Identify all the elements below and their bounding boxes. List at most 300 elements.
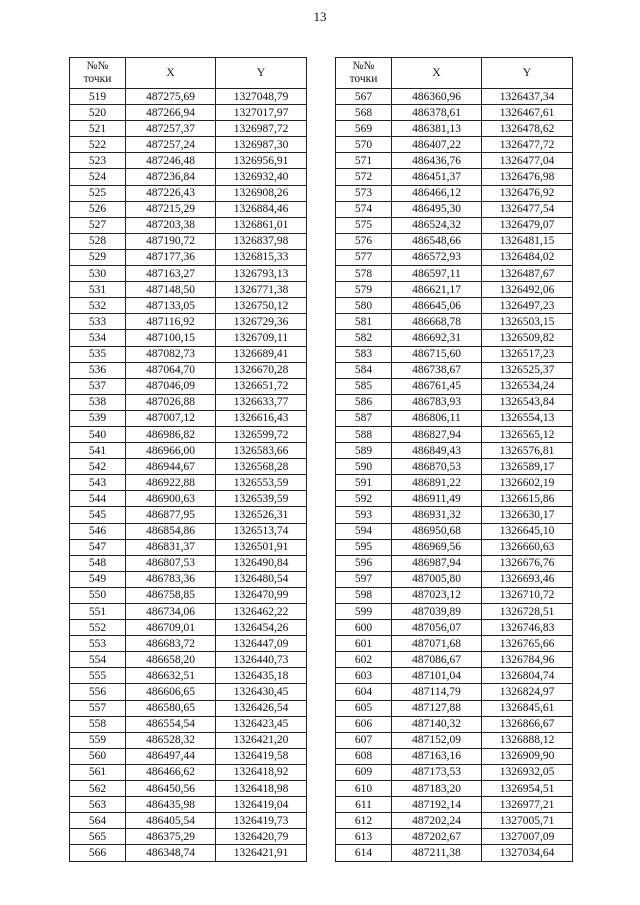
point-number-cell: 607	[336, 732, 392, 748]
point-number-cell: 610	[336, 781, 392, 797]
table-row	[336, 523, 573, 539]
x-coordinate-cell: 487192,14	[392, 797, 482, 813]
y-coordinate-cell: 1326437,34	[482, 89, 573, 105]
y-coordinate-cell: 1326462,22	[216, 604, 307, 620]
y-coordinate-cell: 1326956,91	[216, 153, 307, 169]
point-number-cell: 547	[70, 539, 126, 555]
y-coordinate-cell: 1326481,15	[482, 233, 573, 249]
y-coordinate-cell: 1326765,66	[482, 636, 573, 652]
table-row	[70, 330, 307, 346]
point-number-cell: 612	[336, 813, 392, 829]
table-row	[70, 426, 307, 442]
point-number-cell: 564	[70, 813, 126, 829]
x-coordinate-cell: 487152,09	[392, 732, 482, 748]
point-number-cell: 611	[336, 797, 392, 813]
y-coordinate-cell: 1326977,21	[482, 797, 573, 813]
x-coordinate-cell: 486495,30	[392, 201, 482, 217]
y-coordinate-cell: 1326750,12	[216, 298, 307, 314]
point-number-cell: 546	[70, 523, 126, 539]
point-number-cell: 576	[336, 233, 392, 249]
table-row	[336, 201, 573, 217]
y-coordinate-cell: 1326419,73	[216, 813, 307, 829]
x-coordinate-cell: 487215,29	[126, 201, 216, 217]
header-no-symbol: №№	[352, 60, 375, 72]
table-row	[70, 555, 307, 571]
point-number-cell: 601	[336, 636, 392, 652]
table-row	[336, 813, 573, 829]
point-number-cell: 568	[336, 105, 392, 121]
x-coordinate-cell: 486944,67	[126, 459, 216, 475]
x-coordinate-cell: 487202,24	[392, 813, 482, 829]
point-number-cell: 543	[70, 475, 126, 491]
table-row	[70, 362, 307, 378]
y-coordinate-cell: 1326476,98	[482, 169, 573, 185]
x-coordinate-cell: 486645,06	[392, 298, 482, 314]
x-coordinate-cell: 486870,53	[392, 459, 482, 475]
x-coordinate-cell: 486783,93	[392, 394, 482, 410]
x-coordinate-cell: 486950,68	[392, 523, 482, 539]
y-coordinate-cell: 1326824,97	[482, 684, 573, 700]
point-number-cell: 608	[336, 748, 392, 764]
table-row	[70, 201, 307, 217]
x-coordinate-cell: 487173,53	[392, 764, 482, 780]
y-coordinate-cell: 1326746,83	[482, 620, 573, 636]
y-coordinate-cell: 1326539,59	[216, 491, 307, 507]
y-coordinate-cell: 1326784,96	[482, 652, 573, 668]
point-number-cell: 609	[336, 764, 392, 780]
x-coordinate-cell: 487101,04	[392, 668, 482, 684]
y-coordinate-cell: 1326513,74	[216, 523, 307, 539]
point-number-cell: 550	[70, 587, 126, 603]
y-coordinate-cell: 1326426,54	[216, 700, 307, 716]
table-row	[336, 459, 573, 475]
y-coordinate-cell: 1326932,40	[216, 169, 307, 185]
point-number-cell: 533	[70, 314, 126, 330]
point-number-cell: 557	[70, 700, 126, 716]
table-row	[336, 298, 573, 314]
x-coordinate-cell: 486668,78	[392, 314, 482, 330]
point-number-cell: 535	[70, 346, 126, 362]
table-row	[70, 346, 307, 362]
table-row	[336, 716, 573, 732]
table-row	[336, 781, 573, 797]
point-number-cell: 567	[336, 89, 392, 105]
point-number-cell: 579	[336, 282, 392, 298]
point-number-cell: 574	[336, 201, 392, 217]
table-row	[336, 121, 573, 137]
y-coordinate-cell: 1326490,84	[216, 555, 307, 571]
x-coordinate-cell: 486734,06	[126, 604, 216, 620]
table-body-right	[336, 89, 573, 862]
table-row	[70, 491, 307, 507]
point-number-cell: 545	[70, 507, 126, 523]
x-coordinate-cell: 487114,79	[392, 684, 482, 700]
x-coordinate-cell: 487177,36	[126, 249, 216, 265]
x-coordinate-cell: 486466,62	[126, 764, 216, 780]
point-number-cell: 589	[336, 443, 392, 459]
table-row	[70, 153, 307, 169]
x-coordinate-cell: 487236,84	[126, 169, 216, 185]
table-row	[70, 571, 307, 587]
x-coordinate-cell: 487140,32	[392, 716, 482, 732]
x-coordinate-cell: 486900,63	[126, 491, 216, 507]
x-coordinate-cell: 486891,22	[392, 475, 482, 491]
point-number-cell: 548	[70, 555, 126, 571]
point-number-cell: 561	[70, 764, 126, 780]
table-row	[336, 89, 573, 105]
point-number-cell: 529	[70, 249, 126, 265]
table-row	[336, 282, 573, 298]
point-number-cell: 537	[70, 378, 126, 394]
y-coordinate-cell: 1326987,30	[216, 137, 307, 153]
x-coordinate-cell: 486715,60	[392, 346, 482, 362]
y-coordinate-cell: 1326497,23	[482, 298, 573, 314]
table-row	[336, 314, 573, 330]
y-coordinate-cell: 1326793,13	[216, 266, 307, 282]
table-row	[70, 652, 307, 668]
point-number-cell: 565	[70, 829, 126, 845]
y-coordinate-cell: 1326467,61	[482, 105, 573, 121]
table-row	[336, 732, 573, 748]
table-row	[70, 233, 307, 249]
x-coordinate-cell: 487086,67	[392, 652, 482, 668]
y-coordinate-cell: 1326909,90	[482, 748, 573, 764]
table-row	[70, 298, 307, 314]
point-number-cell: 523	[70, 153, 126, 169]
point-number-cell: 583	[336, 346, 392, 362]
point-number-cell: 573	[336, 185, 392, 201]
x-coordinate-cell: 487202,67	[392, 829, 482, 845]
table-row	[336, 475, 573, 491]
y-coordinate-cell: 1326447,09	[216, 636, 307, 652]
y-coordinate-cell: 1326709,11	[216, 330, 307, 346]
y-coordinate-cell: 1327005,71	[482, 813, 573, 829]
table-row	[70, 266, 307, 282]
x-coordinate-cell: 486497,44	[126, 748, 216, 764]
point-number-cell: 600	[336, 620, 392, 636]
x-coordinate-cell: 487266,94	[126, 105, 216, 121]
table-row	[336, 668, 573, 684]
table-row	[70, 217, 307, 233]
x-coordinate-cell: 486407,22	[392, 137, 482, 153]
table-row	[70, 684, 307, 700]
point-number-cell: 591	[336, 475, 392, 491]
point-number-cell: 540	[70, 426, 126, 442]
point-number-cell: 558	[70, 716, 126, 732]
point-number-cell: 521	[70, 121, 126, 137]
y-coordinate-cell: 1326421,91	[216, 845, 307, 861]
y-coordinate-cell: 1326423,45	[216, 716, 307, 732]
y-coordinate-cell: 1326418,98	[216, 781, 307, 797]
y-coordinate-cell: 1326888,12	[482, 732, 573, 748]
table-row	[336, 394, 573, 410]
table-row	[70, 797, 307, 813]
table-row	[336, 748, 573, 764]
x-coordinate-cell: 486849,43	[392, 443, 482, 459]
y-coordinate-cell: 1326509,82	[482, 330, 573, 346]
x-coordinate-cell: 486986,82	[126, 426, 216, 442]
point-number-cell: 582	[336, 330, 392, 346]
point-number-cell: 566	[70, 845, 126, 861]
x-coordinate-cell: 486436,76	[392, 153, 482, 169]
y-coordinate-cell: 1326454,26	[216, 620, 307, 636]
x-coordinate-cell: 487064,70	[126, 362, 216, 378]
table-row	[336, 845, 573, 861]
point-number-cell: 577	[336, 249, 392, 265]
point-number-cell: 571	[336, 153, 392, 169]
point-number-cell: 520	[70, 105, 126, 121]
table-row	[70, 636, 307, 652]
x-coordinate-cell: 486831,37	[126, 539, 216, 555]
y-coordinate-cell: 1326837,98	[216, 233, 307, 249]
y-coordinate-cell: 1326480,54	[216, 571, 307, 587]
y-coordinate-cell: 1326543,84	[482, 394, 573, 410]
table-row	[70, 475, 307, 491]
point-number-cell: 599	[336, 604, 392, 620]
table-row	[336, 571, 573, 587]
y-coordinate-cell: 1326645,10	[482, 523, 573, 539]
point-number-cell: 528	[70, 233, 126, 249]
x-coordinate-cell: 486827,94	[392, 426, 482, 442]
point-number-cell: 586	[336, 394, 392, 410]
x-coordinate-cell: 487127,88	[392, 700, 482, 716]
x-coordinate-cell: 486807,53	[126, 555, 216, 571]
table-header-row	[70, 58, 307, 89]
x-coordinate-cell: 486375,29	[126, 829, 216, 845]
point-number-cell: 559	[70, 732, 126, 748]
x-coordinate-cell: 487133,05	[126, 298, 216, 314]
table-row	[336, 587, 573, 603]
table-row	[336, 620, 573, 636]
table-row	[336, 636, 573, 652]
y-coordinate-cell: 1326553,59	[216, 475, 307, 491]
table-row	[70, 716, 307, 732]
header-no-label: точки	[349, 73, 378, 85]
x-coordinate-cell: 486528,32	[126, 732, 216, 748]
x-coordinate-cell: 487007,12	[126, 410, 216, 426]
point-number-cell: 522	[70, 137, 126, 153]
y-coordinate-cell: 1326478,62	[482, 121, 573, 137]
y-coordinate-cell: 1327048,79	[216, 89, 307, 105]
x-coordinate-cell: 486632,51	[126, 668, 216, 684]
point-number-cell: 588	[336, 426, 392, 442]
header-x: X	[126, 58, 216, 89]
point-number-cell: 542	[70, 459, 126, 475]
table-row	[70, 249, 307, 265]
y-coordinate-cell: 1326630,17	[482, 507, 573, 523]
y-coordinate-cell: 1326477,54	[482, 201, 573, 217]
point-number-cell: 553	[70, 636, 126, 652]
x-coordinate-cell: 486692,31	[392, 330, 482, 346]
x-coordinate-cell: 487163,16	[392, 748, 482, 764]
x-coordinate-cell: 487275,69	[126, 89, 216, 105]
point-number-cell: 524	[70, 169, 126, 185]
x-coordinate-cell: 486806,11	[392, 410, 482, 426]
point-number-cell: 538	[70, 394, 126, 410]
table-header-row	[336, 58, 573, 89]
point-number-cell: 597	[336, 571, 392, 587]
point-number-cell: 602	[336, 652, 392, 668]
point-number-cell: 606	[336, 716, 392, 732]
y-coordinate-cell: 1326845,61	[482, 700, 573, 716]
table-row	[70, 604, 307, 620]
table-row	[70, 185, 307, 201]
x-coordinate-cell: 487190,72	[126, 233, 216, 249]
y-coordinate-cell: 1326421,20	[216, 732, 307, 748]
y-coordinate-cell: 1326430,45	[216, 684, 307, 700]
table-row	[336, 233, 573, 249]
table-row	[336, 491, 573, 507]
x-coordinate-cell: 487211,38	[392, 845, 482, 861]
point-number-cell: 598	[336, 587, 392, 603]
point-number-cell: 614	[336, 845, 392, 861]
x-coordinate-cell: 487100,15	[126, 330, 216, 346]
y-coordinate-cell: 1326633,77	[216, 394, 307, 410]
y-coordinate-cell: 1326484,02	[482, 249, 573, 265]
x-coordinate-cell: 486450,56	[126, 781, 216, 797]
y-coordinate-cell: 1326517,23	[482, 346, 573, 362]
table-row	[70, 845, 307, 861]
header-point-number	[336, 58, 392, 89]
x-coordinate-cell: 486738,67	[392, 362, 482, 378]
table-row	[70, 169, 307, 185]
y-coordinate-cell: 1326470,99	[216, 587, 307, 603]
y-coordinate-cell: 1326435,18	[216, 668, 307, 684]
y-coordinate-cell: 1326476,92	[482, 185, 573, 201]
x-coordinate-cell: 486348,74	[126, 845, 216, 861]
table-row	[336, 507, 573, 523]
table-row	[336, 829, 573, 845]
x-coordinate-cell: 486554,54	[126, 716, 216, 732]
point-number-cell: 575	[336, 217, 392, 233]
point-number-cell: 590	[336, 459, 392, 475]
point-number-cell: 587	[336, 410, 392, 426]
table-row	[336, 555, 573, 571]
y-coordinate-cell: 1326908,26	[216, 185, 307, 201]
x-coordinate-cell: 487046,09	[126, 378, 216, 394]
table-row	[336, 266, 573, 282]
y-coordinate-cell: 1326616,43	[216, 410, 307, 426]
table-row	[70, 314, 307, 330]
y-coordinate-cell: 1326501,91	[216, 539, 307, 555]
x-coordinate-cell: 486922,88	[126, 475, 216, 491]
y-coordinate-cell: 1326599,72	[216, 426, 307, 442]
table-row	[70, 282, 307, 298]
y-coordinate-cell: 1326987,72	[216, 121, 307, 137]
x-coordinate-cell: 487163,27	[126, 266, 216, 282]
point-number-cell: 555	[70, 668, 126, 684]
table-row	[70, 700, 307, 716]
table-row	[70, 121, 307, 137]
x-coordinate-cell: 486987,94	[392, 555, 482, 571]
x-coordinate-cell: 486761,45	[392, 378, 482, 394]
table-row	[70, 764, 307, 780]
point-number-cell: 526	[70, 201, 126, 217]
y-coordinate-cell: 1326492,06	[482, 282, 573, 298]
point-number-cell: 554	[70, 652, 126, 668]
x-coordinate-cell: 486435,98	[126, 797, 216, 813]
y-coordinate-cell: 1326418,92	[216, 764, 307, 780]
y-coordinate-cell: 1326660,63	[482, 539, 573, 555]
x-coordinate-cell: 486911,49	[392, 491, 482, 507]
point-number-cell: 539	[70, 410, 126, 426]
x-coordinate-cell: 486783,36	[126, 571, 216, 587]
y-coordinate-cell: 1326583,66	[216, 443, 307, 459]
point-number-cell: 544	[70, 491, 126, 507]
x-coordinate-cell: 486758,85	[126, 587, 216, 603]
table-row	[336, 539, 573, 555]
x-coordinate-cell: 486381,13	[392, 121, 482, 137]
point-number-cell: 595	[336, 539, 392, 555]
table-row	[336, 684, 573, 700]
point-number-cell: 594	[336, 523, 392, 539]
x-coordinate-cell: 486524,32	[392, 217, 482, 233]
x-coordinate-cell: 486658,20	[126, 652, 216, 668]
y-coordinate-cell: 1326419,04	[216, 797, 307, 813]
point-number-cell: 530	[70, 266, 126, 282]
y-coordinate-cell: 1326576,81	[482, 443, 573, 459]
coordinates-table-left	[69, 57, 307, 862]
point-number-cell: 527	[70, 217, 126, 233]
x-coordinate-cell: 486360,96	[392, 89, 482, 105]
y-coordinate-cell: 1327007,09	[482, 829, 573, 845]
point-number-cell: 562	[70, 781, 126, 797]
x-coordinate-cell: 486548,66	[392, 233, 482, 249]
y-coordinate-cell: 1326615,86	[482, 491, 573, 507]
point-number-cell: 560	[70, 748, 126, 764]
x-coordinate-cell: 486966,00	[126, 443, 216, 459]
x-coordinate-cell: 486931,32	[392, 507, 482, 523]
y-coordinate-cell: 1326884,46	[216, 201, 307, 217]
x-coordinate-cell: 487026,88	[126, 394, 216, 410]
y-coordinate-cell: 1326670,28	[216, 362, 307, 378]
table-row	[70, 539, 307, 555]
table-row	[70, 137, 307, 153]
point-number-cell: 578	[336, 266, 392, 282]
table-row	[336, 443, 573, 459]
header-point-number	[70, 58, 126, 89]
y-coordinate-cell: 1326565,12	[482, 426, 573, 442]
x-coordinate-cell: 486405,54	[126, 813, 216, 829]
table-row	[70, 829, 307, 845]
x-coordinate-cell: 487082,73	[126, 346, 216, 362]
y-coordinate-cell: 1326710,72	[482, 587, 573, 603]
y-coordinate-cell: 1326440,73	[216, 652, 307, 668]
y-coordinate-cell: 1326477,04	[482, 153, 573, 169]
x-coordinate-cell: 487257,37	[126, 121, 216, 137]
x-coordinate-cell: 487005,80	[392, 571, 482, 587]
table-row	[336, 346, 573, 362]
y-coordinate-cell: 1326526,31	[216, 507, 307, 523]
table-row	[70, 620, 307, 636]
point-number-cell: 585	[336, 378, 392, 394]
y-coordinate-cell: 1326932,05	[482, 764, 573, 780]
table-row	[336, 217, 573, 233]
table-row	[336, 249, 573, 265]
x-coordinate-cell: 486709,01	[126, 620, 216, 636]
point-number-cell: 532	[70, 298, 126, 314]
table-row	[70, 394, 307, 410]
y-coordinate-cell: 1327034,64	[482, 845, 573, 861]
table-row	[336, 764, 573, 780]
point-number-cell: 593	[336, 507, 392, 523]
x-coordinate-cell: 487226,43	[126, 185, 216, 201]
x-coordinate-cell: 486597,11	[392, 266, 482, 282]
point-number-cell: 552	[70, 620, 126, 636]
y-coordinate-cell: 1326589,17	[482, 459, 573, 475]
header-no-symbol: №№	[86, 60, 109, 72]
table-row	[70, 587, 307, 603]
